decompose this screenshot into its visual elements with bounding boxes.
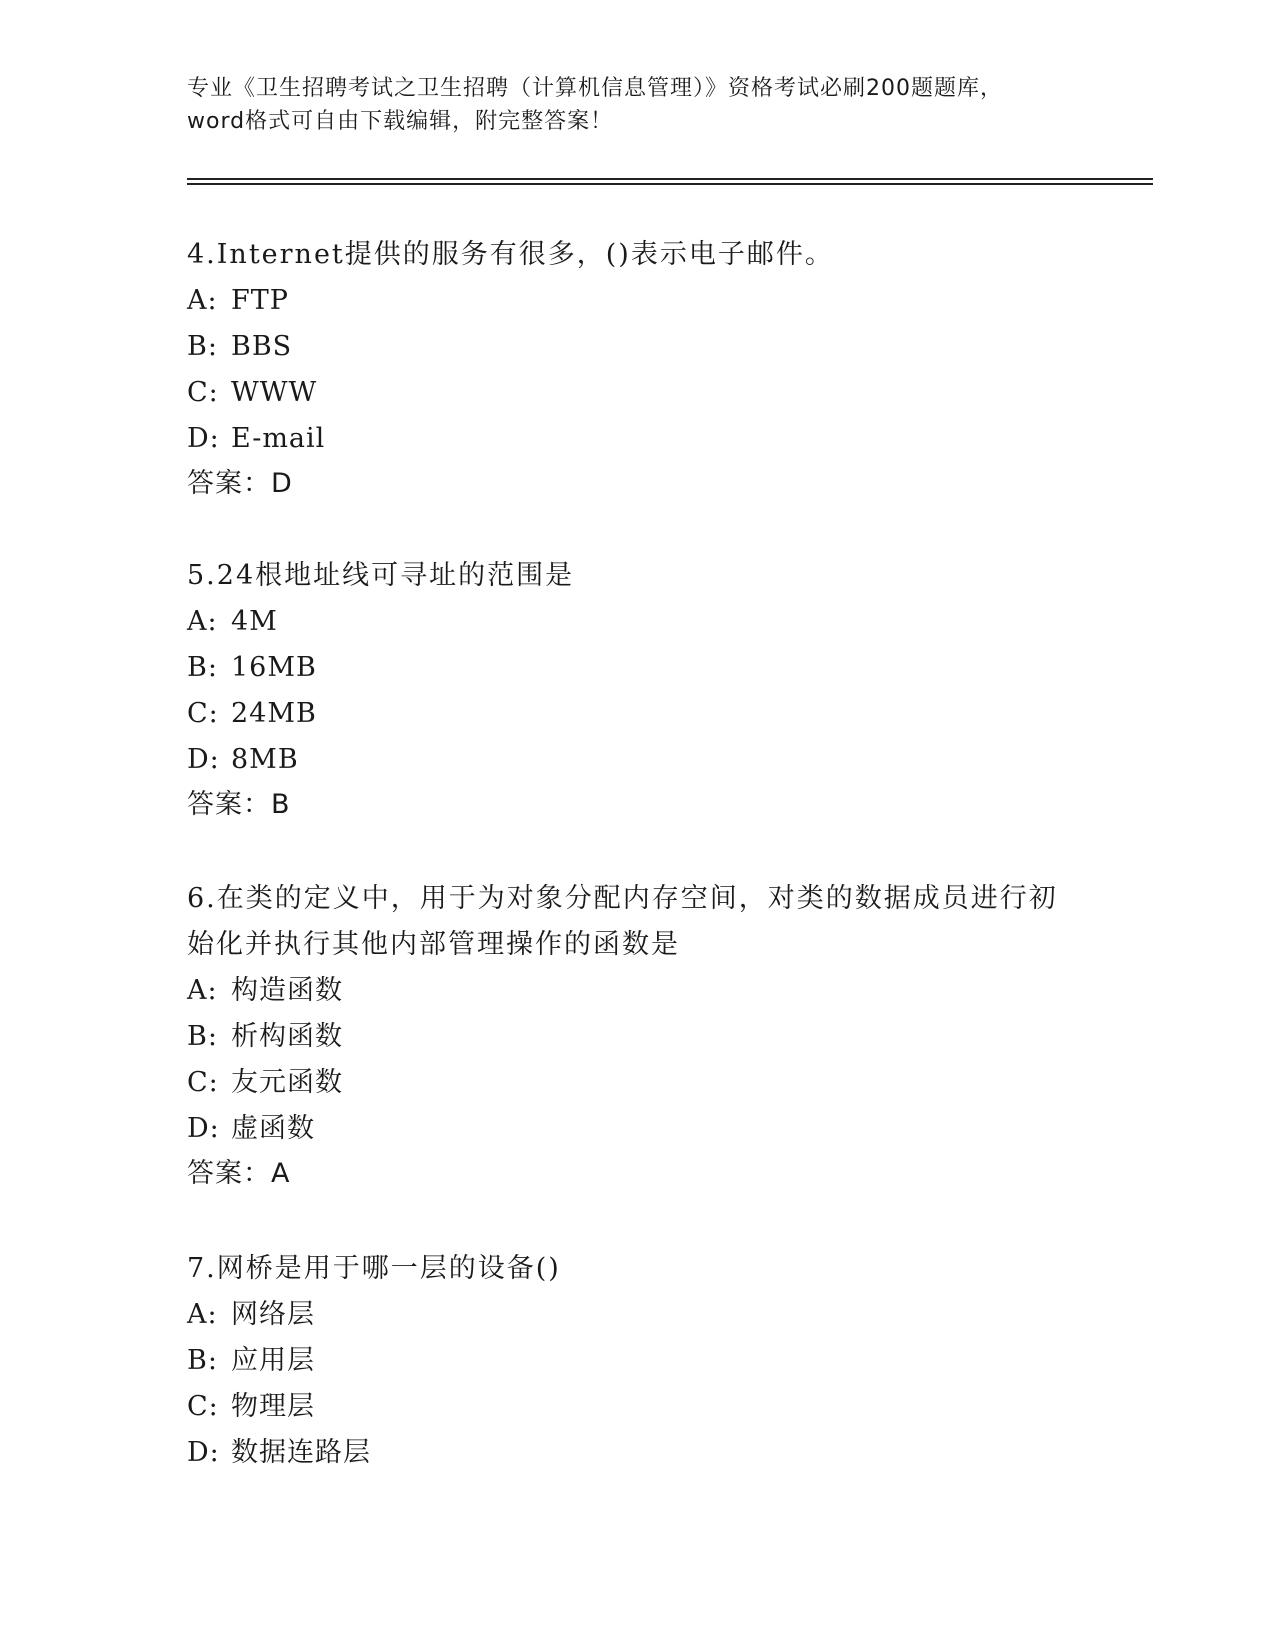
question-title: 5.24根地址线可寻址的范围是 bbox=[187, 560, 575, 591]
question-7 bbox=[187, 1246, 1067, 1476]
option-a: A: 构造函数 bbox=[187, 975, 343, 1006]
question-title: 4.Internet提供的服务有很多，()表示电子邮件。 bbox=[187, 239, 834, 270]
option-d: D: 虚函数 bbox=[187, 1113, 315, 1144]
answer: 答案：B bbox=[187, 789, 291, 820]
header-divider-top bbox=[187, 178, 1153, 180]
answer: 答案：D bbox=[187, 468, 293, 499]
option-b: B: 16MB bbox=[187, 652, 317, 683]
header-line-2: word格式可自由下载编辑，附完整答案！ bbox=[187, 109, 614, 134]
header-divider-bottom bbox=[187, 183, 1153, 185]
option-c: C: 友元函数 bbox=[187, 1067, 343, 1098]
option-c: C: 24MB bbox=[187, 698, 317, 729]
question-title: 6.在类的定义中，用于为对象分配内存空间，对类的数据成员进行初始化并执行其他内部管理操作的函数是 bbox=[187, 883, 1058, 960]
option-c: C: 物理层 bbox=[187, 1391, 315, 1422]
option-d: D: 8MB bbox=[187, 744, 299, 775]
question-6 bbox=[187, 876, 1067, 1196]
option-b: B: 析构函数 bbox=[187, 1021, 343, 1052]
option-a: A: 网络层 bbox=[187, 1299, 315, 1330]
option-c: C: WWW bbox=[187, 377, 318, 408]
header-line-1: 专业《卫生招聘考试之卫生招聘（计算机信息管理）》资格考试必刷200题题库， bbox=[187, 76, 1003, 101]
answer: 答案：A bbox=[187, 1158, 291, 1189]
question-5 bbox=[187, 553, 1067, 827]
option-b: B: 应用层 bbox=[187, 1345, 315, 1376]
option-a: A: 4M bbox=[187, 606, 278, 637]
document-header bbox=[187, 72, 1087, 138]
option-d: D: 数据连路层 bbox=[187, 1437, 371, 1468]
option-a: A: FTP bbox=[187, 285, 289, 316]
option-d: D: E-mail bbox=[187, 423, 326, 454]
question-4 bbox=[187, 232, 1067, 506]
question-title: 7.网桥是用于哪一层的设备() bbox=[187, 1253, 561, 1284]
option-b: B: BBS bbox=[187, 331, 293, 362]
